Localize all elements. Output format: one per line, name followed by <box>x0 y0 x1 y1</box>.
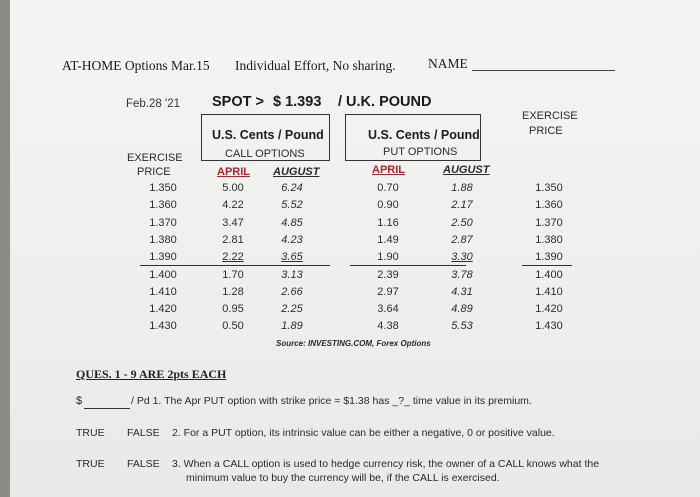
put-col-august: AUGUST <box>443 164 490 176</box>
q1-answer-blank[interactable] <box>84 408 130 409</box>
q3-text-line1: 3. When a CALL option is used to hedge currency risk, the owner of a CALL knows what the <box>172 458 600 470</box>
exercise-label-left-1: EXERCISE <box>127 152 183 164</box>
strike-price: 1.430 <box>149 320 177 332</box>
q2-true-option[interactable]: TRUE <box>76 427 105 439</box>
spot-label: SPOT > <box>212 94 264 110</box>
atm-divider-put <box>350 265 466 266</box>
q2-false-option[interactable]: FALSE <box>127 427 160 439</box>
effort-note: Individual Effort, No sharing. <box>235 58 396 73</box>
call-august-premium: 5.52 <box>281 199 303 211</box>
put-august-premium: 5.53 <box>451 320 473 332</box>
strike-price-right: 1.350 <box>535 182 563 194</box>
put-april-premium: 1.49 <box>377 234 399 246</box>
call-april-premium: 1.28 <box>222 286 244 298</box>
worksheet-page <box>10 0 700 497</box>
strike-price-right: 1.380 <box>535 234 563 246</box>
q2-text: 2. For a PUT option, its intrinsic value can be either a negative, 0 or positive value. <box>172 427 555 439</box>
strike-price-right: 1.360 <box>535 199 563 211</box>
questions-heading: QUES. 1 - 9 ARE 2pts EACH <box>76 367 227 381</box>
call-col-august: AUGUST <box>273 166 320 178</box>
exercise-label-right-1: EXERCISE <box>522 110 578 122</box>
call-col-april: APRIL <box>217 166 250 178</box>
call-april-premium: 1.70 <box>222 269 244 281</box>
call-table-subtitle: CALL OPTIONS <box>225 148 305 160</box>
strike-price: 1.390 <box>149 251 177 263</box>
call-april-premium: 0.50 <box>222 320 244 332</box>
put-august-premium: 2.17 <box>451 199 473 211</box>
put-april-premium: 4.38 <box>377 320 399 332</box>
strike-price: 1.410 <box>149 286 177 298</box>
exercise-label-right-2: PRICE <box>529 125 563 137</box>
strike-price: 1.370 <box>149 217 177 229</box>
q1-text: / Pd 1. The Apr PUT option with strike price = $1.38 has _?_ time value in its premium. <box>131 395 532 407</box>
put-table-subtitle: PUT OPTIONS <box>383 146 458 158</box>
quote-date: Feb.28 '21 <box>126 98 180 110</box>
put-april-premium: 0.70 <box>377 182 399 194</box>
exercise-label-left-2: PRICE <box>137 166 171 178</box>
call-august-premium: 6.24 <box>281 182 303 194</box>
strike-price-right: 1.370 <box>535 217 563 229</box>
call-april-premium: 5.00 <box>222 182 244 194</box>
call-august-premium: 4.23 <box>281 234 303 246</box>
data-source: Source: INVESTING.COM, Forex Options <box>276 339 431 348</box>
put-april-premium: 1.16 <box>377 217 399 229</box>
name-label: NAME <box>428 56 468 71</box>
atm-divider-right <box>522 265 572 266</box>
q3-true-option[interactable]: TRUE <box>76 458 105 470</box>
strike-price: 1.360 <box>149 199 177 211</box>
put-april-premium: 3.64 <box>377 303 399 315</box>
call-april-premium: 0.95 <box>222 303 244 315</box>
call-april-premium: 4.22 <box>222 199 244 211</box>
call-table-title: U.S. Cents / Pound <box>212 128 324 142</box>
put-april-premium: 1.90 <box>377 251 399 263</box>
call-august-premium: 2.66 <box>281 286 303 298</box>
strike-price-right: 1.410 <box>535 286 563 298</box>
call-april-premium: 2.81 <box>222 234 244 246</box>
name-blank-line <box>472 70 615 71</box>
call-august-premium: 1.89 <box>281 320 303 332</box>
strike-price-right: 1.390 <box>535 251 563 263</box>
call-august-premium: 4.85 <box>281 217 303 229</box>
spot-unit: / U.K. POUND <box>338 94 432 110</box>
q3-text-line2: minimum value to buy the currency will be, if the CALL is exercised. <box>186 472 500 484</box>
call-april-premium: 2.22 <box>222 251 244 263</box>
q1-dollar-sign: $ <box>76 395 83 407</box>
assignment-title: AT-HOME Options Mar.15 <box>62 58 210 73</box>
strike-price-right: 1.400 <box>535 269 563 281</box>
q3-false-option[interactable]: FALSE <box>127 458 160 470</box>
call-april-premium: 3.47 <box>222 217 244 229</box>
put-col-april: APRIL <box>372 164 405 176</box>
strike-price-right: 1.430 <box>535 320 563 332</box>
put-august-premium: 4.31 <box>451 286 473 298</box>
call-august-premium: 3.13 <box>281 269 303 281</box>
strike-price: 1.400 <box>149 269 177 281</box>
put-august-premium: 4.89 <box>451 303 473 315</box>
strike-price: 1.420 <box>149 303 177 315</box>
put-august-premium: 2.87 <box>451 234 473 246</box>
call-august-premium: 3.65 <box>281 251 303 263</box>
strike-price-right: 1.420 <box>535 303 563 315</box>
put-august-premium: 3.30 <box>451 251 473 263</box>
put-august-premium: 1.88 <box>451 182 473 194</box>
strike-price: 1.380 <box>149 234 177 246</box>
atm-divider-left <box>140 265 330 266</box>
put-april-premium: 0.90 <box>377 199 399 211</box>
put-august-premium: 2.50 <box>451 217 473 229</box>
spot-rate: $ 1.393 <box>273 94 322 110</box>
put-august-premium: 3.78 <box>451 269 473 281</box>
call-august-premium: 2.25 <box>281 303 303 315</box>
put-april-premium: 2.97 <box>377 286 399 298</box>
put-table-title: U.S. Cents / Pound <box>368 128 480 142</box>
strike-price: 1.350 <box>149 182 177 194</box>
put-april-premium: 2.39 <box>377 269 399 281</box>
